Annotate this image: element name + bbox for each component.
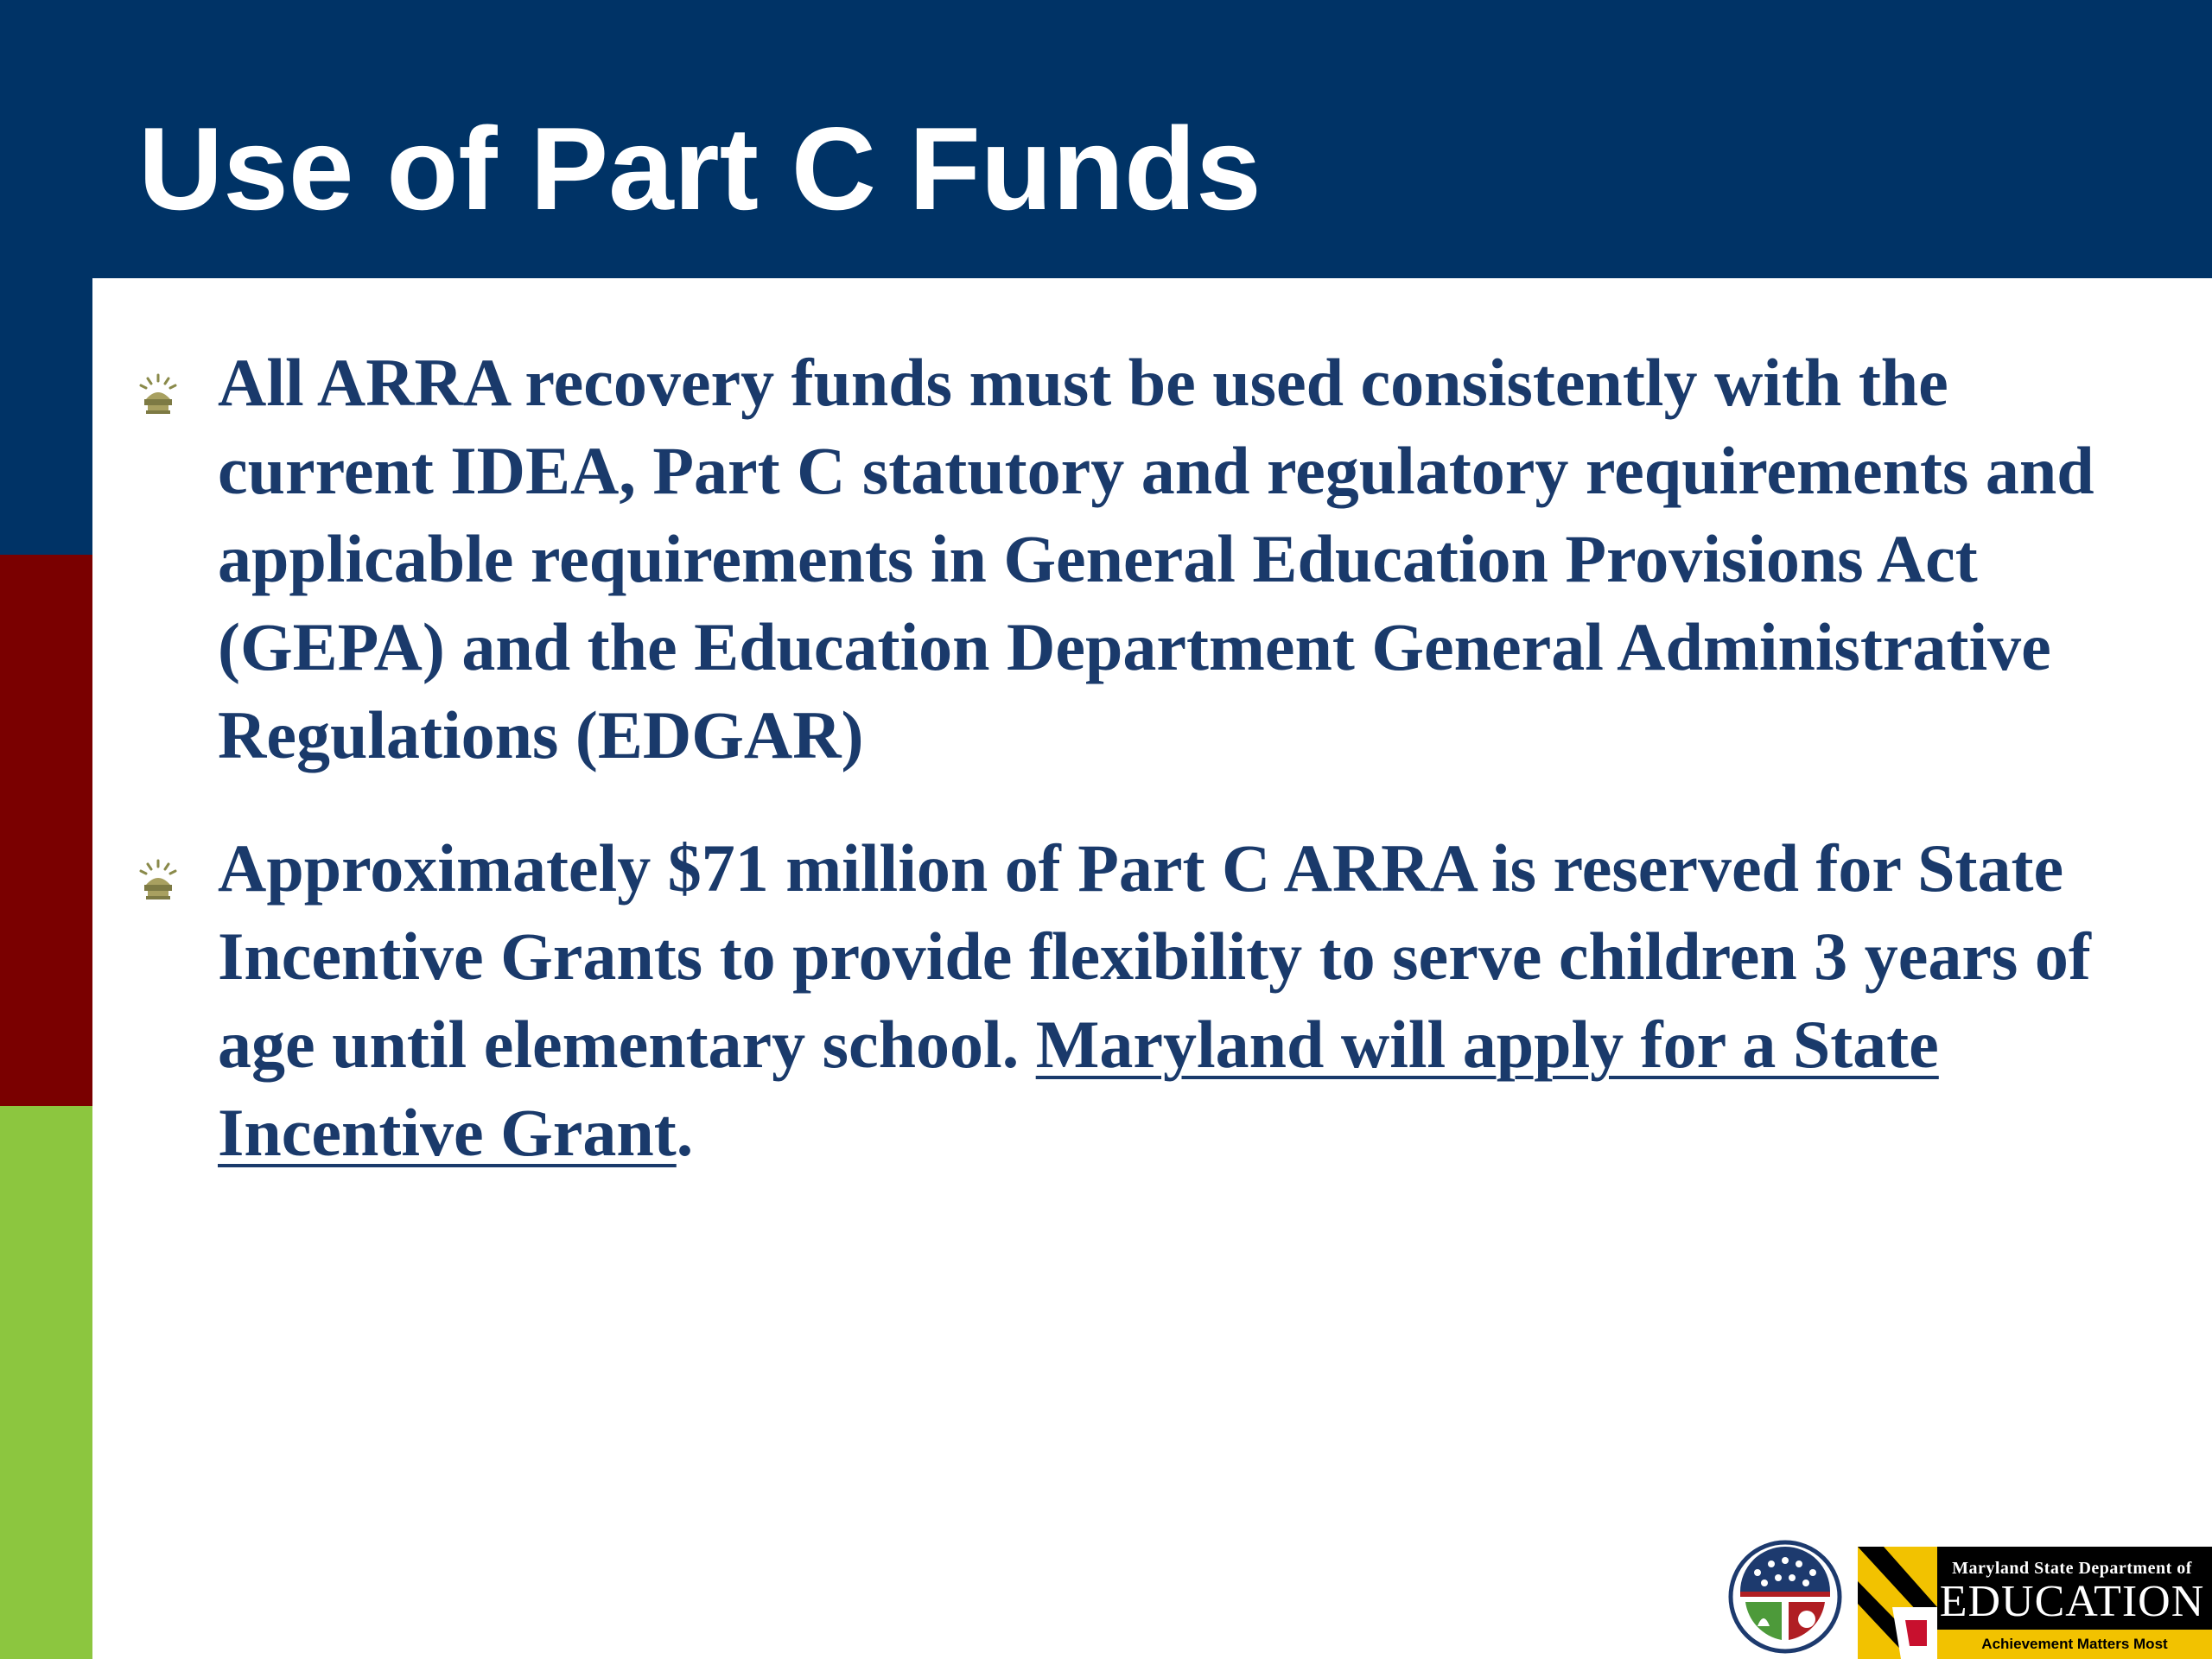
bullet-item <box>138 824 2108 1177</box>
left-stripe-red <box>0 555 92 1106</box>
left-stripe-green <box>0 1106 92 1659</box>
bullet-list <box>138 339 2108 1222</box>
bullet-text-main: Approximately $71 million of Part C ARRA is reserved for State Incentive Grants to provide flexibility to serve children 3 years of age until elementary school. <box>218 830 2091 1082</box>
logo-tagline: Achievement Matters Most <box>1937 1630 2212 1659</box>
maryland-flag-icon <box>1858 1547 1937 1659</box>
lamp-bullet-icon <box>138 373 178 415</box>
underlined-text: Maryland will apply for a State Incentive Grant <box>218 1007 1939 1170</box>
logo-line2: EDUCATION <box>1939 1577 2205 1626</box>
msde-logo <box>1858 1547 2212 1659</box>
bullet-text: All ARRA recovery funds must be used consistently with the current IDEA, Part C statutory and regulatory requirements and applicable requirements in General Education Provisions Act (GEPA) and the Education Department General Administrative Regulations (EDGAR) <box>218 345 2094 772</box>
lamp-bullet-icon <box>138 859 178 900</box>
slide-title: Use of Part C Funds <box>138 103 1262 234</box>
bullet-text-end: . <box>676 1095 694 1170</box>
left-stripe-blue <box>0 278 92 555</box>
bullet-text <box>218 824 2108 1177</box>
logo-line1: Maryland State Department of <box>1952 1559 2192 1578</box>
bullet-item <box>138 339 2108 779</box>
recovery-gov-seal-icon <box>1728 1540 1842 1654</box>
